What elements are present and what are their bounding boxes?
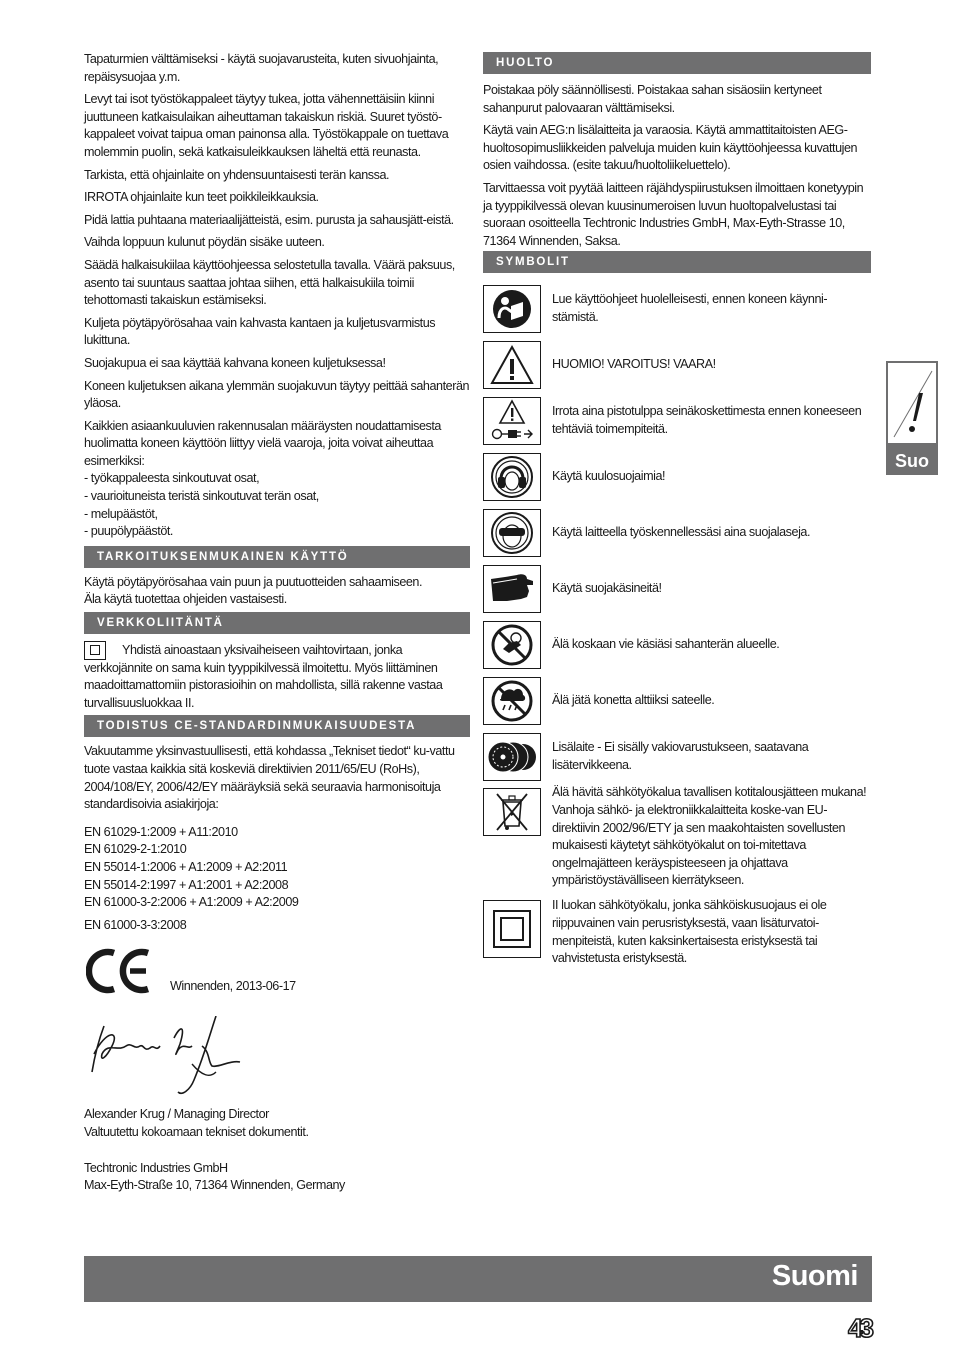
risk-item: - työkappaleesta sinkoutuvat osat, <box>84 471 260 486</box>
paragraph: Tarkista, että ohjainlaite on yhdensuuntaisesti terän kanssa. <box>84 167 390 182</box>
symbol-text: Lue käyttöohjeet huolelleisesti, ennen koneen käynni-stämistä. <box>552 292 828 324</box>
standard-item: EN 61000-3-3:2008 <box>84 917 187 932</box>
paragraph: Säädä halkaisukiilaa käyttöohjeessa selostetulla tavalla. Väärä paksuus, asento tai suuntaus saattaa johtaa siihen, että halkaisukiila toimii tehottomasti takaiskun estämiseksi. <box>84 257 455 308</box>
unplug-warning-icon <box>483 397 541 445</box>
risk-item: - puupölypäästöt. <box>84 524 173 539</box>
symbol-row <box>483 451 871 502</box>
standard-item: EN 55014-1:2006 + A1:2009 + A2:2011 <box>84 859 288 874</box>
mains-connection <box>84 640 470 712</box>
signature-icon <box>84 1016 470 1100</box>
symbol-row <box>483 787 871 895</box>
standards-list <box>84 824 470 935</box>
footer-language: Suomi <box>771 1260 858 1292</box>
footer-bar <box>84 1256 872 1302</box>
symbol-row <box>483 507 871 558</box>
standard-item: EN 55014-2:1997 + A1:2001 + A2:2008 <box>84 877 289 892</box>
symbol-text: HUOMIO! VAROITUS! VAARA! <box>552 357 716 372</box>
safety-goggles-icon <box>483 509 541 557</box>
symbol-row <box>483 675 871 726</box>
paragraph: Poistakaa pöly säännöllisesti. Poistakaa sahan sisäosiin kertyneet sahanpurut palovaaran välttämiseksi. <box>483 83 822 115</box>
paragraph: Suojakupua ei saa käyttää kahvana koneen kuljetuksessa! <box>84 355 386 370</box>
class-ii-icon <box>483 900 541 958</box>
symbol-row <box>483 395 871 446</box>
no-hands-near-blade-icon <box>483 621 541 669</box>
risk-item: - melupäästöt, <box>84 506 158 521</box>
company-address: Max-Eyth-Straße 10, 71364 Winnenden, Germany <box>84 1178 345 1193</box>
symbol-row <box>483 731 871 782</box>
symbol-text: Älä jätä konetta alttiiksi sateelle. <box>552 693 715 708</box>
symbol-text: Älä hävitä sähkötyökalua tavallisen kotitalousjätteen mukana! Vanhoja sähkö- ja elektroniikkalaitteita koske-van EU-direktiivin 2002/96/ETY ja sen maakohtaisten sovellusten mukaisesti käytetyt sähkötyökalut on toi-mitettava ongelmajätteen keräyspisteeseen ja ohjattava ympäristöystävälliseen kierrätykseen. <box>552 785 867 888</box>
warning-triangle-icon <box>483 341 541 389</box>
authorized-note: Valtuutettu kokoamaan tekniset dokumentit. <box>84 1124 309 1139</box>
symbol-text: Irrota aina pistotulppa seinäkoskettimesta ennen koneeseen tehtäviä toimempiteitä. <box>552 404 862 436</box>
symbol-text: Käytä suojakäsineitä! <box>552 581 662 596</box>
symbol-text: Älä koskaan vie käsiäsi sahanterän alueelle. <box>552 637 780 652</box>
paragraph: Vaihda loppuun kulunut pöydän sisäke uuteen. <box>84 235 325 250</box>
section-heading-service: HUOLTO <box>483 52 871 74</box>
section-heading-symbols: SYMBOLIT <box>483 251 871 273</box>
standard-item: EN 61000-3-2:2006 + A1:2009 + A2:2009 <box>84 895 299 910</box>
paragraph: Tapaturmien välttämiseksi - käytä suojavarusteita, kuten sivuohjainta, repäisysuojaa y.m. <box>84 52 439 84</box>
page-number: 43 <box>848 1313 871 1343</box>
class-ii-icon <box>84 641 106 660</box>
standard-item: EN 61029-1:2009 + A11:2010 <box>84 824 238 839</box>
section-heading-intended-use: TARKOITUKSENMUKAINEN KÄYTTÖ <box>84 546 470 568</box>
symbol-text: Käytä laitteella työskennellessäsi aina suojalaseja. <box>552 525 811 540</box>
ce-row <box>84 948 470 1008</box>
intended-use-line: Äla käytä tuotettaa ohjeiden vastaisesti. <box>84 592 287 607</box>
intended-use-text <box>84 574 470 609</box>
warning-tab-icon <box>888 363 936 443</box>
symbol-row <box>483 900 871 972</box>
signing-date: Winnenden, 2013-06-17 <box>170 979 296 994</box>
mains-text-first: Yhdistä ainoastaan yksivaiheiseen vaihtovirtaan, jonka <box>122 643 403 658</box>
read-manual-icon <box>483 285 541 333</box>
symbol-row <box>483 619 871 670</box>
paragraph: Koneen kuljetuksen aikana ylemmän suojakuvun täytyy peittää sahanterän yläosa. <box>84 378 470 411</box>
intended-use-line: Käytä pöytäpyörösahaa vain puun ja puutuotteiden sahaamiseen. <box>84 574 423 589</box>
section-heading-mains: VERKKOLIITÄNTÄ <box>84 612 470 634</box>
paragraph: Pidä lattia puhtaana materiaalijätteistä, esim. purusta ja sahausjätt-eistä. <box>84 212 454 227</box>
crossed-bin-icon <box>483 788 541 836</box>
symbol-row <box>483 339 871 390</box>
paragraph: IRROTA ohjainlaite kun teet poikkileikkauksia. <box>84 190 319 205</box>
left-column <box>84 51 470 1195</box>
symbol-text: Lisälaite - Ei sisälly vakiovarustukseen, saatavana lisätervikkeena. <box>552 740 809 772</box>
symbol-row <box>483 563 871 614</box>
section-heading-ce: TODISTUS CE-STANDARDINMUKAISUUDESTA <box>84 715 470 737</box>
paragraph: Levyt tai isot työstökappaleet täytyy tukea, jotta vähennettäisiin kiinni juuttuneen katkaisulaikan aiheuttaman takaiskun riskiä. Suuret työstö-kappaleet voivat taipua oman painonsa alla. Työstökappale on tuettava molemmin puolin, sekä katkaisuleikkauksen läheltä että reunasta. <box>84 92 449 159</box>
ce-mark-icon <box>86 948 152 994</box>
risks-intro: Kaikkien asiaankuuluvien rakennusalan määräysten noudattamisesta huolimatta koneen käyttöön liittyy vielä vaaroja, joita voivat aiheuttaa esimerkiksi: <box>84 418 441 468</box>
no-rain-icon <box>483 677 541 725</box>
standard-item: EN 61029-2-1:2010 <box>84 842 187 857</box>
risk-item: - vaurioituneista teristä sinkoutuvat terän osat, <box>84 489 319 504</box>
signer: Alexander Krug / Managing Director <box>84 1107 269 1122</box>
symbol-text: II luokan sähkötyökalu, jonka sähköiskusuojaus ei ole riippuvainen vain perusristyksestä, vaan lisäturvatoi-menpiteistä, kuten kaksinkertaisesta eristyksestä tai vahvistetusta eristyksestä. <box>552 898 827 966</box>
residual-risks <box>84 418 470 541</box>
side-tab-label: Suo <box>895 451 929 471</box>
symbol-row <box>483 283 871 334</box>
language-side-tab <box>886 361 938 475</box>
company-name: Techtronic Industries GmbH <box>84 1160 228 1175</box>
symbol-text: Käytä kuulosuojaimia! <box>552 469 666 484</box>
accessory-blades-icon <box>483 733 541 781</box>
ce-declaration: Vakuutamme yksinvastuullisesti, että kohdassa „Tekniset tiedot“ ku-vattu tuote vastaa kaikkia sitä koskeviä direktiivien 2011/65/EU (RoHs), 2004/108/EY, 2006/42/EY määräyksiä sekä seuraavia harmonisoituja standardisoivia asiakirjoja: <box>84 744 455 812</box>
right-column <box>483 52 871 977</box>
ear-protection-icon <box>483 453 541 501</box>
paragraph: Tarvittaessa voit pyytää laitteen räjähdyspiirustuksen ilmoittaen konetyypin ja tyyppikilvessä olevan kuusinumeroisen luvun huoltopalvelustasi tai suoraan osoitteella Techtronic Industries GmbH, Max-Eyth-Strasse 10, 71364 Winnenden, Saksa. <box>483 180 864 248</box>
paragraph: Kuljeta pöytäpyörösahaa vain kahvasta kantaen ja kuljetusvarmistus lukittuna. <box>84 315 436 348</box>
mains-text: verkkojännite on sama kuin tyyppikilvessä ilmoitettu. Myös liittäminen maadoittamattomiin pistorasioihin on mahdollista, sillä rakenne vastaa turvallisuusluokkaa II. <box>84 660 443 710</box>
paragraph: Käytä vain AEG:n lisälaitteita ja varaosia. Käytä ammattitaitoisten AEG-huoltosopimusliikkeiden palveluja muiden kuin käyttöohjeessa kuvattujen osien vaihdossa. (esite takuu/huoltoliikeluettelo). <box>483 123 858 173</box>
gloves-icon <box>483 565 541 613</box>
